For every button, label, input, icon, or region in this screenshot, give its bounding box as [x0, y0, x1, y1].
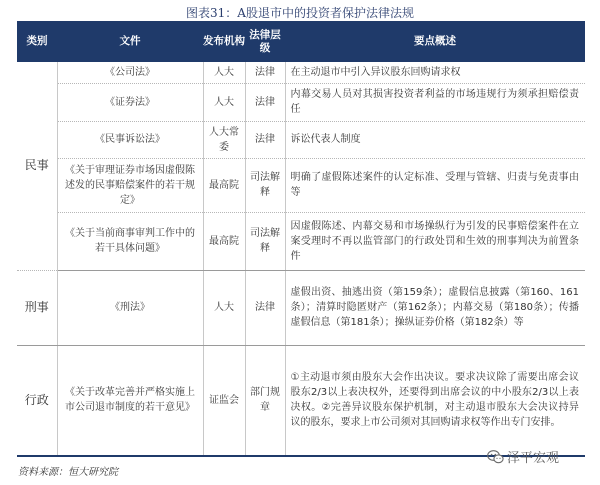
header-category: 类别: [17, 21, 57, 62]
summary-cell: 虚假出资、抽逃出资（第159条）；虚假信息披露（第160、161条）；清算时隐匿财产（第162条）；内幕交易（第180条）；传播虚假信息（第181条）；操纵证券价格（第182条）等: [285, 270, 585, 345]
issuer-cell: 人大常委: [203, 121, 245, 158]
header-document: 文件: [57, 21, 203, 62]
level-cell: 法律: [245, 62, 285, 83]
regulation-table: [17, 21, 585, 457]
issuer-cell: 证监会: [203, 345, 245, 456]
summary-cell: ①主动退市须由股东大会作出决议。要求决议除了需要出席会议股东2/3以上表决权外，还要得到出席会议的中小股东2/3以上表决权。②完善异议股东保护机制，对主动退市股东大会决议持异议的股东，要求上市公司须对其回购请求权等作出专门安排。: [285, 345, 585, 456]
level-cell: 法律: [245, 83, 285, 121]
summary-cell: 在主动退市中引入异议股东回购请求权: [285, 62, 585, 83]
summary-cell: 诉讼代表人制度: [285, 121, 585, 158]
category-cell: 民事: [17, 62, 57, 270]
watermark-text: 泽平宏观: [507, 451, 560, 466]
level-cell: 法律: [245, 270, 285, 345]
table-row: [17, 212, 585, 270]
issuer-cell: 最高院: [203, 158, 245, 212]
document-cell: 《关于改革完善并严格实施上市公司退市制度的若干意见》: [57, 345, 203, 456]
category-cell: 行政: [17, 345, 57, 456]
level-cell: 司法解释: [245, 158, 285, 212]
table-header-row: [17, 21, 585, 62]
document-cell: 《刑法》: [57, 270, 203, 345]
issuer-cell: 人大: [203, 270, 245, 345]
header-summary: 要点概述: [285, 21, 585, 62]
summary-cell: 明确了虚假陈述案件的认定标准、受理与管辖、归责与免责事由等: [285, 158, 585, 212]
table-row: [17, 83, 585, 121]
document-cell: 《关于当前商事审判工作中的若干具体问题》: [57, 212, 203, 270]
wechat-icon: [487, 450, 504, 464]
level-cell: 部门规章: [245, 345, 285, 456]
table-row: [17, 158, 585, 212]
summary-cell: 因虚假陈述、内幕交易和市场操纵行为引发的民事赔偿案件在立案受理时不再以监管部门的行政处罚和生效的刑事判决为前置条件: [285, 212, 585, 270]
table-row: [17, 62, 585, 83]
watermark: [487, 447, 559, 466]
issuer-cell: 人大: [203, 83, 245, 121]
document-cell: 《民事诉讼法》: [57, 121, 203, 158]
issuer-cell: 人大: [203, 62, 245, 83]
level-cell: 法律: [245, 121, 285, 158]
category-cell: 刑事: [17, 270, 57, 345]
header-issuer: 发布机构: [203, 21, 245, 62]
table-row: [17, 121, 585, 158]
level-cell: 司法解释: [245, 212, 285, 270]
table-row: [17, 345, 585, 456]
document-cell: 《公司法》: [57, 62, 203, 83]
header-level: 法律层级: [245, 21, 285, 62]
document-cell: 《证券法》: [57, 83, 203, 121]
summary-cell: 内幕交易人员对其损害投资者利益的市场违规行为须承担赔偿责任: [285, 83, 585, 121]
source-note: 资料来源：恒大研究院: [18, 467, 118, 478]
figure-title: 图表31：A股退市中的投资者保护法律法规: [186, 6, 414, 20]
issuer-cell: 最高院: [203, 212, 245, 270]
table-row: [17, 270, 585, 345]
document-cell: 《关于审理证券市场因虚假陈述发的民事赔偿案件的若干规定》: [57, 158, 203, 212]
